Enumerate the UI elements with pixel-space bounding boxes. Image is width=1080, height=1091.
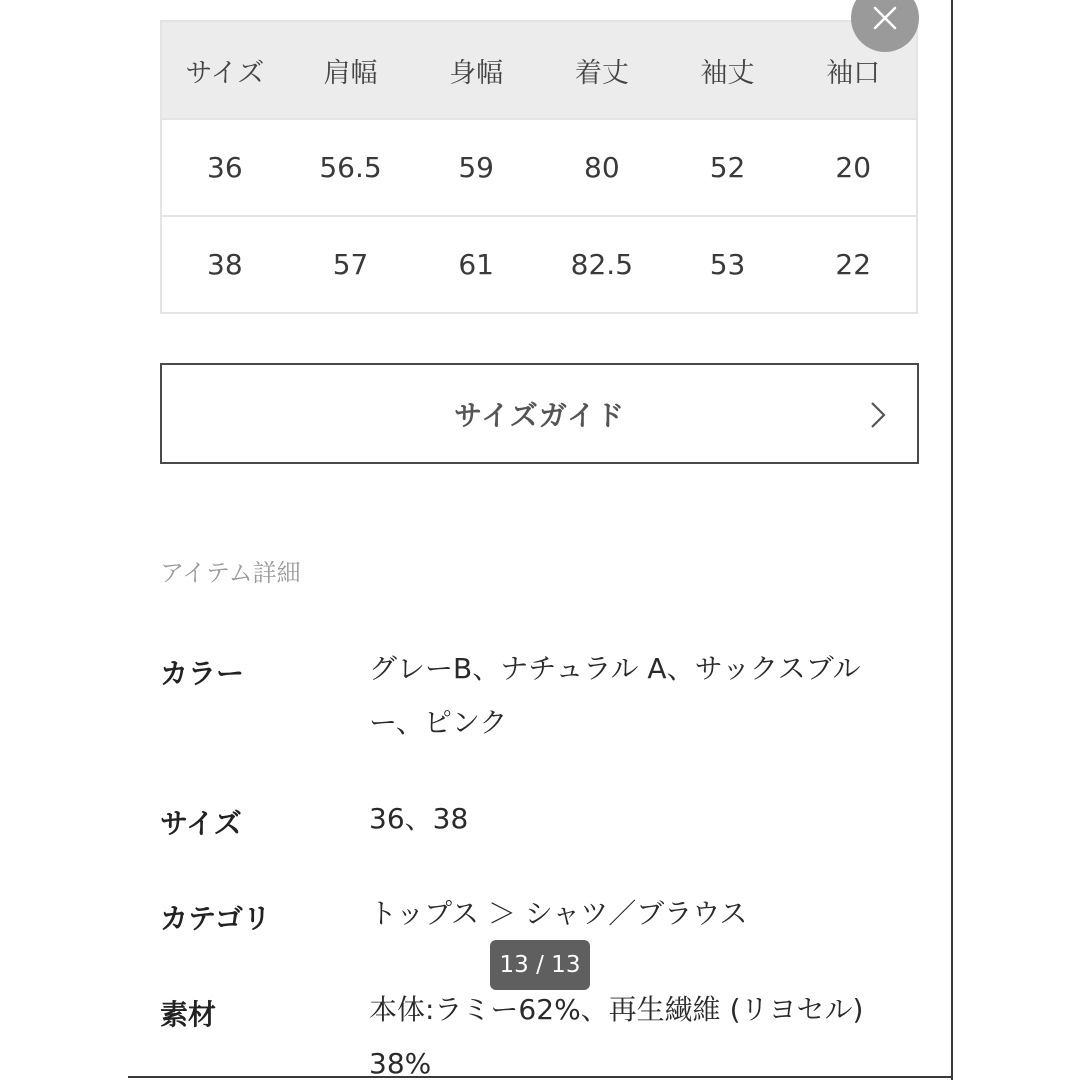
material-value-line: 38%	[369, 1047, 432, 1080]
table-cell: 61	[458, 248, 494, 281]
material-value	[369, 983, 899, 1091]
table-row	[162, 118, 916, 215]
chevron-right-icon	[869, 401, 887, 429]
table-cell: 38	[207, 248, 243, 281]
image-pager-indicator: 13 / 13	[490, 940, 590, 990]
category-value: トップス ＞ シャツ／ブラウス	[369, 897, 748, 930]
color-value	[369, 642, 899, 750]
color-value-line: グレーB、ナチュラル A、サックスブル	[369, 652, 861, 685]
color-value-line: ー、ピンク	[369, 706, 508, 739]
size-table-header	[162, 22, 916, 118]
size-table	[160, 20, 918, 314]
table-row	[162, 215, 916, 312]
material-label: 素材	[160, 998, 217, 1031]
header-size: サイズ	[185, 57, 265, 89]
size-value: 36、38	[369, 802, 469, 835]
table-cell: 53	[709, 248, 746, 281]
header-shoulder-width: 肩幅	[323, 57, 378, 89]
size-guide-label: サイズガイド	[454, 398, 625, 432]
table-cell: 80	[584, 151, 620, 184]
table-cell: 56.5	[319, 151, 382, 184]
close-icon	[872, 5, 898, 31]
category-label: カテゴリ	[160, 902, 271, 935]
table-cell: 22	[835, 248, 872, 281]
size-guide-button[interactable]	[160, 363, 919, 464]
frame-right-border	[951, 0, 953, 1080]
header-length: 着丈	[574, 57, 629, 89]
header-cuff: 袖口	[826, 57, 881, 89]
table-cell: 52	[709, 151, 746, 184]
table-cell: 59	[458, 151, 494, 184]
table-cell: 82.5	[570, 248, 634, 281]
size-label: サイズ	[160, 807, 242, 840]
table-cell: 20	[835, 151, 872, 184]
color-label: カラー	[160, 657, 245, 690]
table-cell: 57	[332, 248, 369, 281]
header-sleeve-length: 袖丈	[700, 57, 755, 89]
header-body-width: 身幅	[449, 57, 504, 89]
table-cell: 36	[207, 151, 243, 184]
item-details-title: アイテム詳細	[160, 559, 301, 587]
material-value-line: 本体:ラミー62%、再生繊維 (リヨセル)	[369, 993, 864, 1026]
